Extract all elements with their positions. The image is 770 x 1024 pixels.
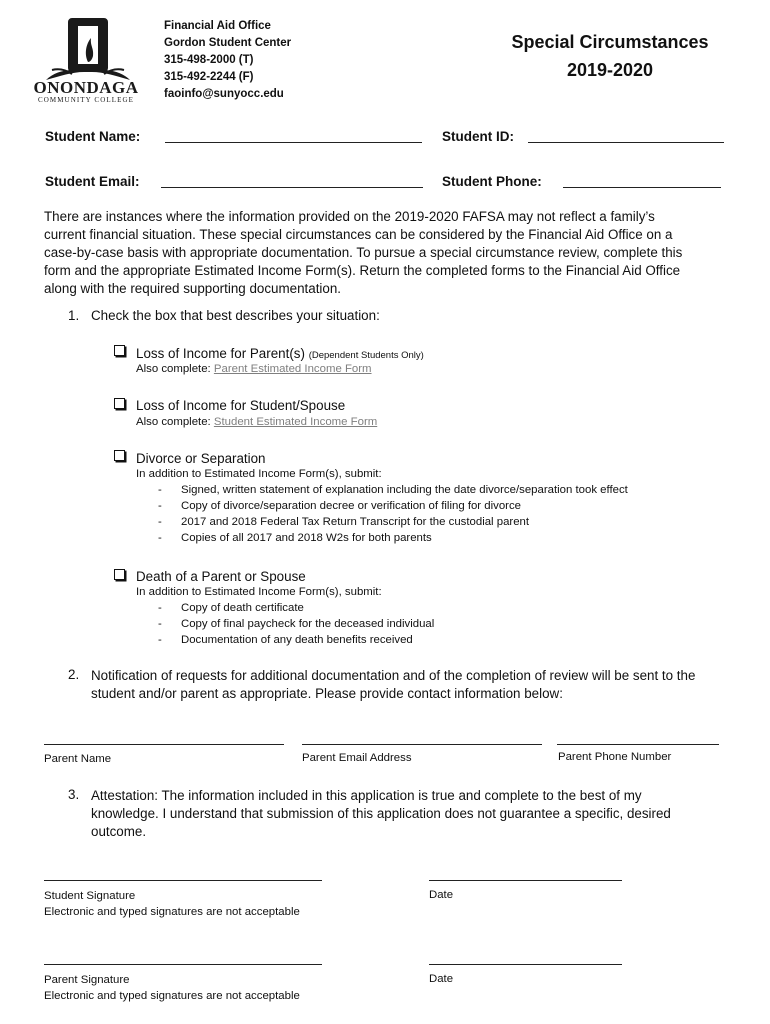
list-dash: - — [158, 500, 162, 512]
section3-text — [91, 787, 671, 841]
office-building: Gordon Student Center — [164, 37, 292, 49]
also-complete-parent — [136, 363, 372, 375]
parent-date-field[interactable] — [429, 964, 622, 965]
section2-text — [91, 667, 695, 703]
list-item: Copies of all 2017 and 2018 W2s for both parents — [181, 532, 432, 544]
also-complete-prefix: Also complete: — [136, 363, 211, 375]
option-note: (Dependent Students Only) — [308, 350, 424, 361]
intro-line: There are instances where the information provided on the 2019-2020 FAFSA may not reflect a family’s — [44, 209, 655, 224]
parent-signature-note: Electronic and typed signatures are not acceptable — [44, 990, 300, 1002]
logo-name: ONONDAGA — [33, 78, 139, 97]
office-email[interactable]: faoinfo@sunyocc.edu — [164, 88, 284, 100]
section1-number: 1. — [68, 308, 80, 323]
intro-line: along with the required supporting documentation. — [44, 281, 342, 296]
also-complete-student — [136, 416, 377, 428]
form-year: 2019-2020 — [566, 60, 654, 80]
student-estimated-income-form-link[interactable]: Student Estimated Income Form — [213, 416, 378, 428]
section2-line: student and/or parent as appropriate. Please provide contact information below: — [91, 686, 563, 701]
checkbox-divorce-separation[interactable] — [114, 450, 125, 461]
section3-number: 3. — [68, 787, 80, 802]
list-dash: - — [158, 484, 162, 496]
office-phone: 315-498-2000 (T) — [164, 54, 254, 66]
parent-signature-field[interactable] — [44, 964, 322, 965]
divorce-submit-text: In addition to Estimated Income Form(s), submit: — [136, 468, 382, 480]
student-id-label: Student ID: — [442, 129, 514, 144]
intro-line: form and the appropriate Estimated Income Form(s). Return the completed forms to the Financial Aid Office — [44, 263, 681, 278]
list-item: 2017 and 2018 Federal Tax Return Transcript for the custodial parent — [181, 516, 530, 528]
parent-signature-label: Parent Signature — [44, 974, 130, 986]
list-item: Copy of final paycheck for the deceased individual — [181, 618, 435, 630]
section3-line: knowledge. I understand that submission of this application does not guarantee a specific, desired — [91, 806, 671, 821]
student-phone-label: Student Phone: — [442, 174, 542, 189]
checkbox-loss-income-student[interactable] — [114, 398, 125, 409]
student-date-label: Date — [429, 889, 454, 901]
list-item: Copy of death certificate — [181, 602, 304, 614]
option-loss-income-student: Loss of Income for Student/Spouse — [136, 398, 346, 413]
parent-phone-field[interactable] — [557, 744, 719, 745]
student-date-field[interactable] — [429, 880, 622, 881]
office-fax: 315-492-2244 (F) — [164, 71, 254, 83]
intro-line: current financial situation. These special circumstances can be considered by the Financial Aid Office on a — [44, 227, 673, 242]
parent-email-field[interactable] — [302, 744, 542, 745]
student-signature-note: Electronic and typed signatures are not acceptable — [44, 906, 300, 918]
list-dash: - — [158, 602, 162, 614]
section3-line: Attestation: The information included in this application is true and complete to the best of my — [91, 788, 642, 803]
section3-line: outcome. — [91, 824, 147, 839]
list-dash: - — [158, 634, 162, 646]
section1-text: Check the box that best describes your situation: — [91, 308, 380, 323]
parent-phone-label: Parent Phone Number — [558, 751, 672, 763]
option-label: Loss of Income for Parent(s) — [136, 346, 305, 361]
option-loss-income-parent — [136, 346, 424, 361]
parent-estimated-income-form-link[interactable]: Parent Estimated Income Form — [213, 363, 372, 375]
student-phone-field[interactable] — [563, 187, 721, 188]
option-death-parent-spouse: Death of a Parent or Spouse — [136, 569, 306, 584]
list-item: Documentation of any death benefits received — [181, 634, 413, 646]
student-email-field[interactable] — [161, 187, 423, 188]
parent-email-label: Parent Email Address — [302, 752, 412, 764]
death-submit-text: In addition to Estimated Income Form(s), submit: — [136, 586, 382, 598]
section2-number: 2. — [68, 667, 80, 682]
student-id-field[interactable] — [528, 142, 724, 143]
checkbox-death-parent-spouse[interactable] — [114, 569, 125, 580]
list-item: Copy of divorce/separation decree or verification of filing for divorce — [181, 500, 521, 512]
option-divorce-separation: Divorce or Separation — [136, 451, 266, 466]
parent-name-label: Parent Name — [44, 753, 112, 765]
student-signature-label: Student Signature — [44, 890, 136, 902]
student-signature-field[interactable] — [44, 880, 322, 881]
student-email-label: Student Email: — [45, 174, 140, 189]
logo-subtitle: COMMUNITY COLLEGE — [37, 96, 135, 104]
checkbox-loss-income-parent[interactable] — [114, 345, 125, 356]
intro-paragraph — [44, 208, 724, 298]
form-title: Special Circumstances — [511, 32, 709, 52]
parent-name-field[interactable] — [44, 744, 284, 745]
office-name: Financial Aid Office — [164, 20, 271, 32]
intro-line: case-by-case basis with appropriate documentation. To pursue a special circumstance review, complete this — [44, 245, 683, 260]
student-name-field[interactable] — [165, 142, 422, 143]
section2-line: Notification of requests for additional documentation and of the completion of review will be sent to the — [91, 668, 696, 683]
list-item: Signed, written statement of explanation including the date divorce/separation took effect — [181, 484, 628, 496]
list-dash: - — [158, 516, 162, 528]
list-dash: - — [158, 618, 162, 630]
list-dash: - — [158, 532, 162, 544]
parent-date-label: Date — [429, 973, 454, 985]
also-complete-prefix: Also complete: — [136, 416, 211, 428]
student-name-label: Student Name: — [45, 129, 141, 144]
